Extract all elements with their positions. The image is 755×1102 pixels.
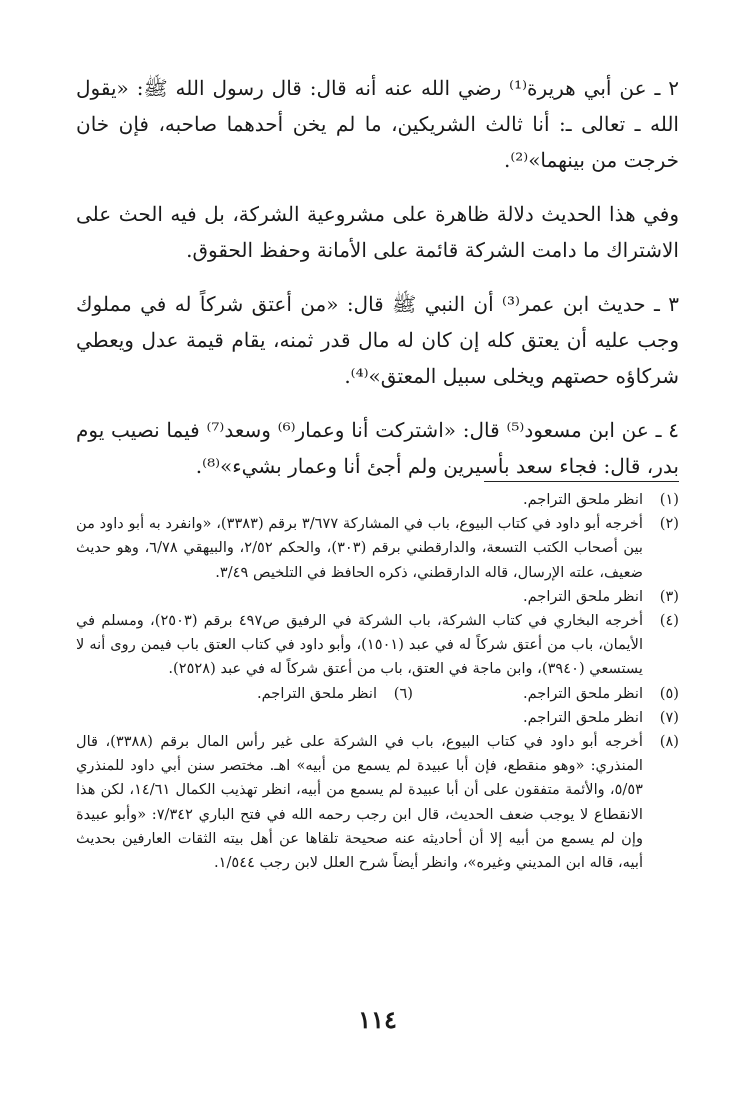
footnote-text: أخرجه أبو داود في كتاب البيوع، باب في الشركة على غير رأس المال برقم (٣٣٨٨)، قال المنذري: «وهو منقطع، فإن أبا عبيدة لم يسمع من أبيه» اهـ. مختصر سنن أبي داود للمنذري ٥/٥٣، والأئمة متفقون على أن أبا عبيدة لم يسمع من أبيه، انظر تهذيب الكمال ١٤/٦١، لكن هذا الانقطاع لا يوجب ضعف الحديث، قال ابن رجب رحمه الله في فتح الباري ٧/٣٤٢: «وأبو عبيدة وإن لم يسمع من أبيه إلا أن أحاديثه عنه صحيحة تلقاها عن أهل بيته الثقات العارفين بحديث أبيه، قاله ابن المديني وغيره»، وانظر أيضاً شرح العلل لابن رجب ١/٥٤٤. <box>76 733 643 872</box>
footnote-text: أخرجه أبو داود في كتاب البيوع، باب في المشاركة ٣/٦٧٧ برقم (٣٣٨٣)، «وانفرد به أبو داود من بين أصحاب الكتب التسعة، والدارقطني برقم (٣٠٣)، والحكم ٢/٥٢، والبيهقي ٦/٧٨، وهو حديث ضعيف، علته الإرسال، قاله الدارقطني، ذكره الحافظ في التلخيص ٣/٤٩. <box>76 515 643 581</box>
footnote-number: (٧) <box>659 708 679 726</box>
main-text <box>76 70 679 502</box>
footnote-8 <box>76 730 679 875</box>
footnote-2 <box>76 512 679 585</box>
footnote-7 <box>76 706 679 730</box>
footnote-text: أخرجه البخاري في كتاب الشركة، باب الشركة في الرفيق ص٤٩٧ برقم (٢٥٠٣)، ومسلم في الأيمان، باب من أعتق شركاً له في عبد (١٥٠١)، وأبو داود في كتاب العتق باب فيمن روى أنه لا يستسعي (٣٩٤٠)، وابن ماجة في العتق، باب من أعتق شركاً له في عبد (٢٥٢٨). <box>76 612 643 678</box>
footnote-text: انظر ملحق التراجم. <box>256 684 377 702</box>
footnote-text: انظر ملحق التراجم. <box>522 684 643 702</box>
footnote-number: (٣) <box>659 587 679 605</box>
footnote-pair <box>76 682 643 706</box>
footnote-number: (٥) <box>659 684 679 702</box>
paragraph-hadith-3: ٣ ـ حديث ابن عمر⁽³⁾ أن النبي ﷺ قال: «من أعتق شركاً له في مملوك وجب عليه أن يعتق كله إن كان له مال قدر ثمنه، يقام قيمة عدل ويعطي شركاؤه حصتهم ويخلى سبيل المعتق»⁽⁴⁾. <box>76 292 679 388</box>
footnote-4 <box>76 609 679 682</box>
paragraph-hadith-2: ٢ ـ عن أبي هريرة⁽¹⁾ رضي الله عنه أنه قال: قال رسول الله ﷺ: «يقول الله ـ تعالى ـ: أنا ثالث الشريكين، ما لم يخن أحدهما صاحبه، فإن خان خرجت من بينهما»⁽²⁾. <box>76 76 679 172</box>
footnote-3 <box>76 585 679 609</box>
footnote-text: انظر ملحق التراجم. <box>522 708 643 726</box>
footnote-text: انظر ملحق التراجم. <box>522 491 643 508</box>
footnote-number: (١) <box>659 491 679 508</box>
footnote-number: (٨) <box>659 733 679 751</box>
paragraph-commentary: وفي هذا الحديث دلالة ظاهرة على مشروعية الشركة، بل فيه الحث على الاشتراك ما دامت الشركة قائمة على الأمانة وحفظ الحقوق. <box>76 202 679 262</box>
footnote-number: (٦) <box>393 684 413 702</box>
book-page <box>76 0 679 1102</box>
page-number: ١١٤ <box>358 1005 397 1034</box>
footnote-separator <box>484 481 679 482</box>
paragraph-hadith-4: ٤ ـ عن ابن مسعود⁽⁵⁾ قال: «اشتركت أنا وعمار⁽⁶⁾ وسعد⁽⁷⁾ فيما نصيب يوم بدر، قال: فجاء سعد بأسيرين ولم أجئ أنا وعمار بشيء»⁽⁸⁾. <box>76 418 679 478</box>
footnotes <box>76 488 679 875</box>
footnote-5-6 <box>76 682 679 706</box>
footnote-number: (٢) <box>659 515 679 533</box>
footnote-text: انظر ملحق التراجم. <box>522 587 643 605</box>
footnote-number: (٤) <box>659 612 679 630</box>
footnote-1 <box>76 488 679 512</box>
